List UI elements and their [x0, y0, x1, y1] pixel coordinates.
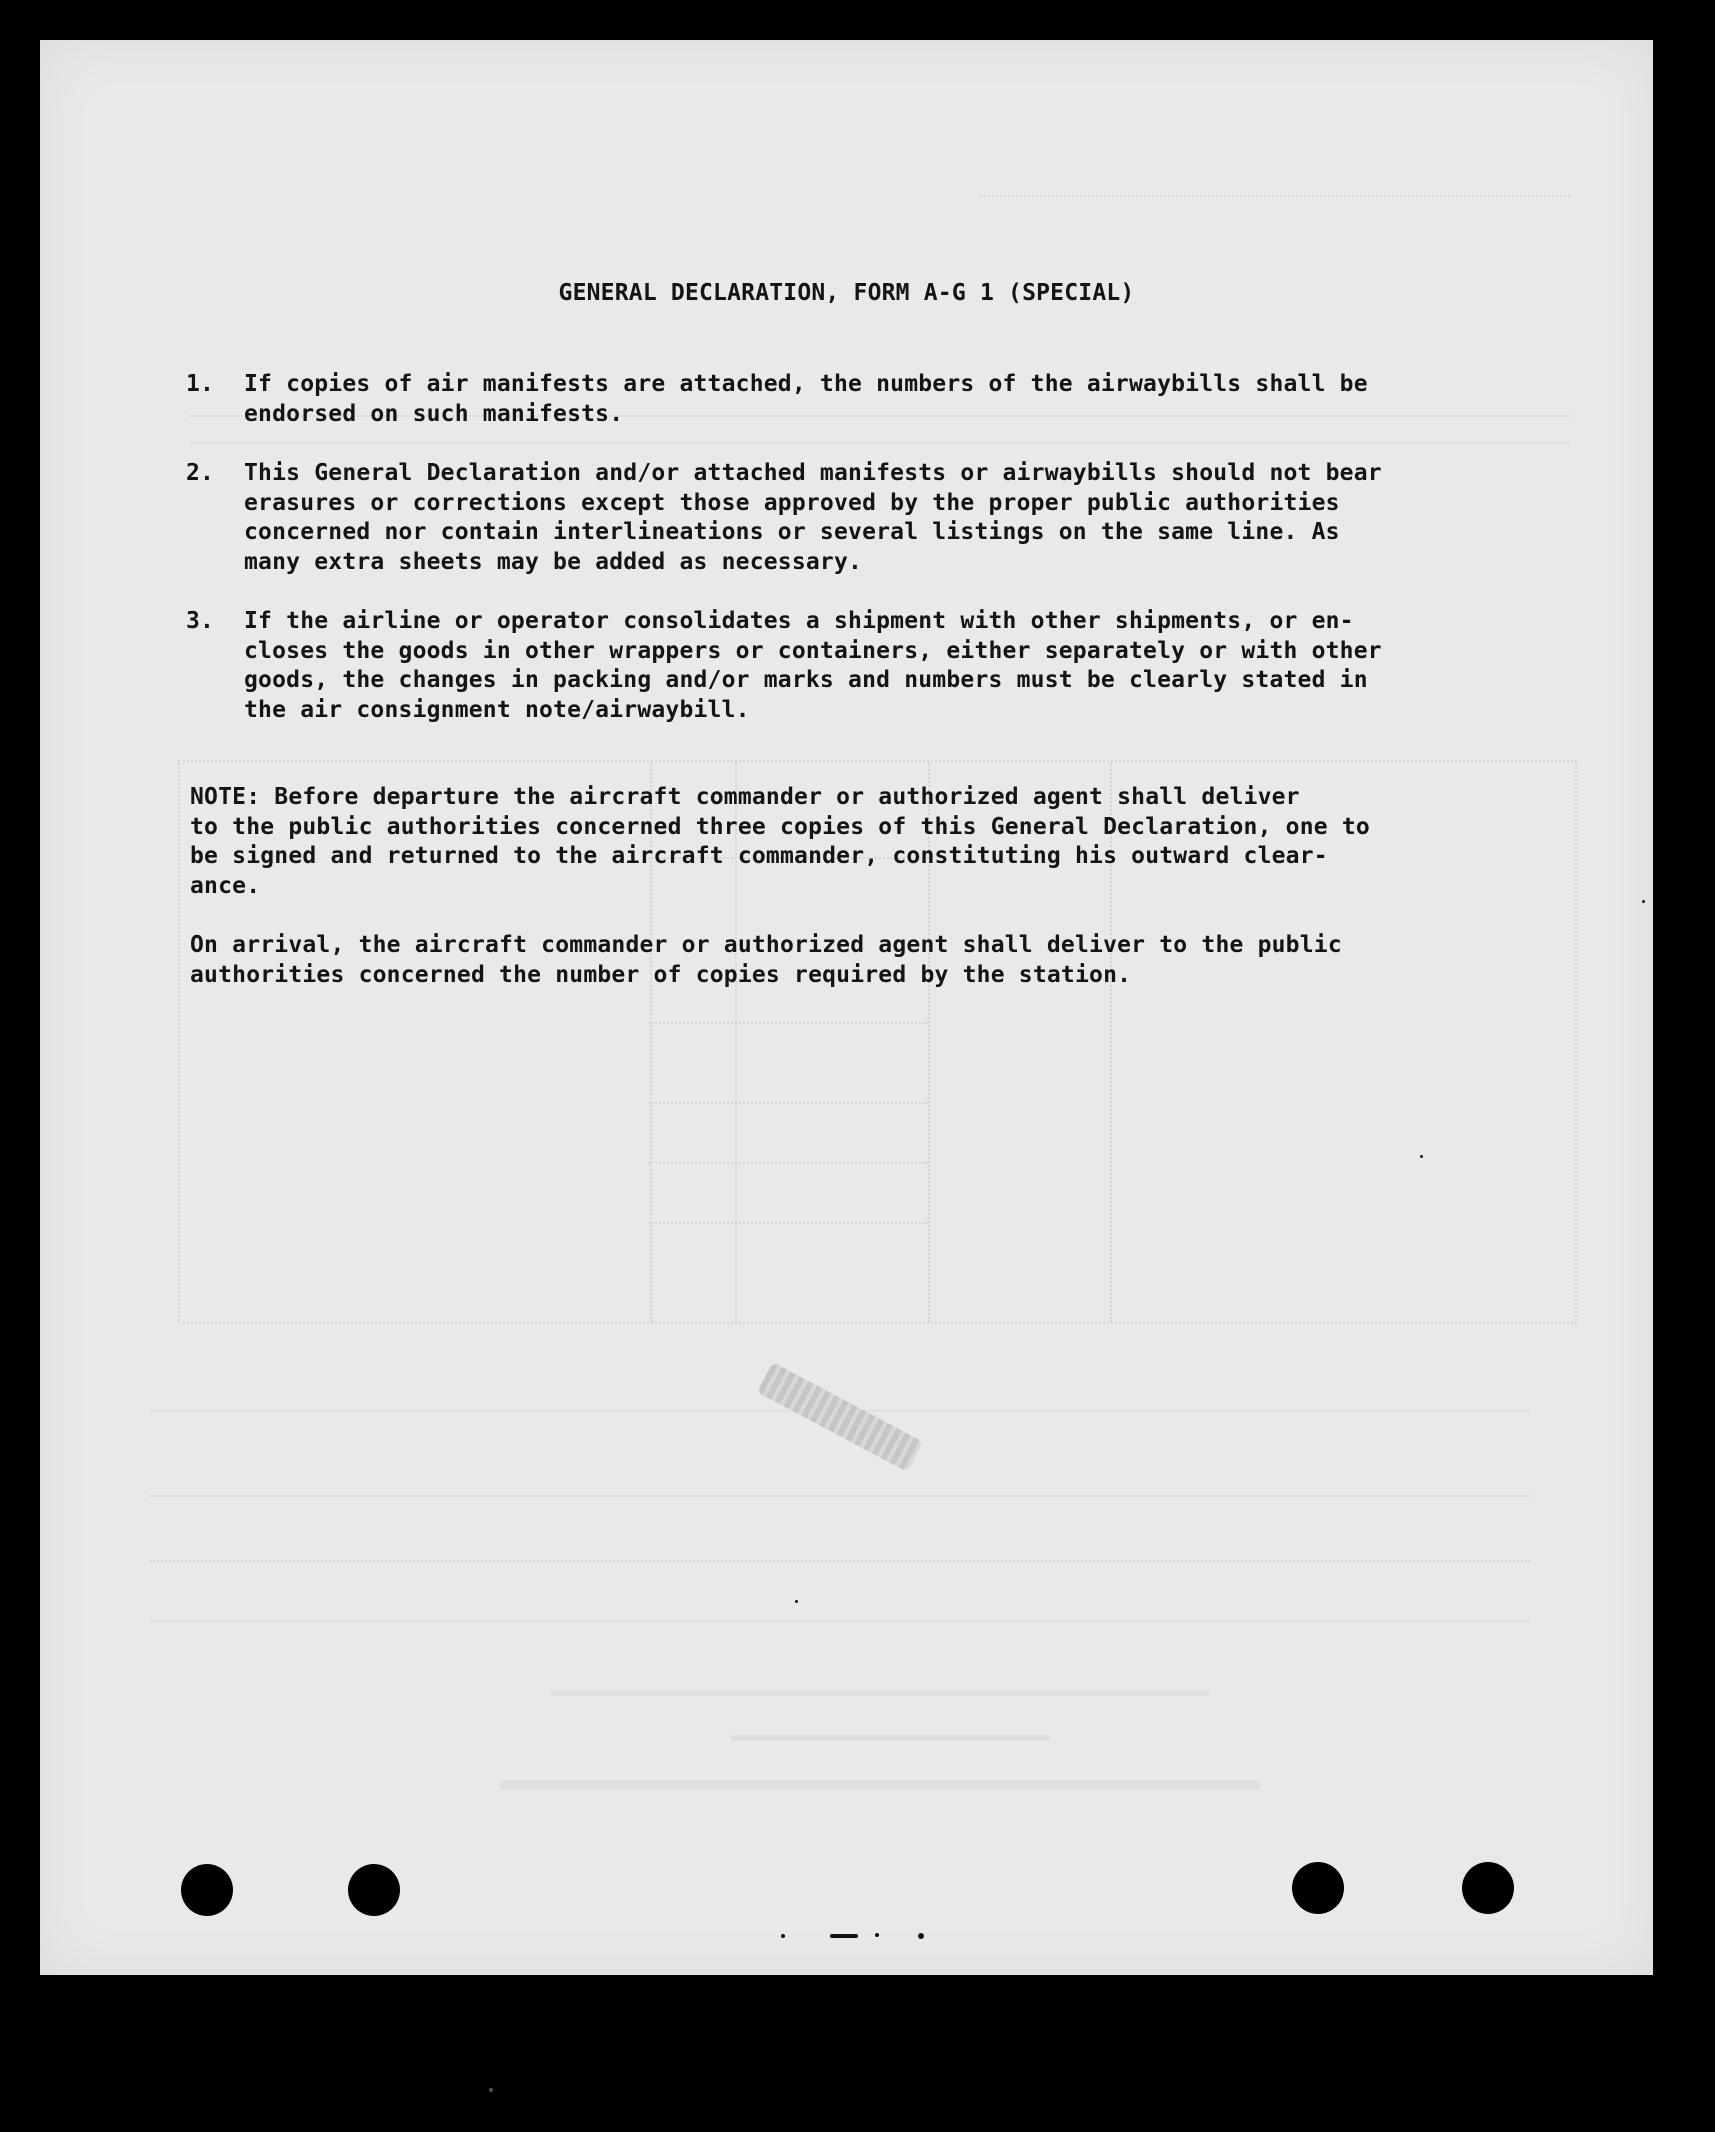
ink-speck [781, 1934, 785, 1938]
list-item [186, 370, 1566, 429]
punch-hole [181, 1864, 233, 1916]
faint-stamp [757, 1362, 923, 1472]
list-item-number: 3. [186, 608, 215, 634]
list-item [186, 607, 1566, 725]
ink-speck [1420, 1155, 1423, 1158]
list-item-text: If the airline or operator consolidates a shipment with other shipments, or en- closes the goods in other wrappers or containers, either separately or with other goods, the changes in packing and/or marks and numbers must be clearly stated in the air consignment note/airwaybill. [244, 608, 1382, 723]
bleed-through-heading-bar [500, 1780, 1260, 1790]
page-title: GENERAL DECLARATION, FORM A-G 1 (SPECIAL) [558, 280, 1135, 306]
bleed-through-heading [500, 1680, 1280, 1800]
punch-hole [1462, 1862, 1514, 1914]
bleed-through-row [648, 1102, 928, 1104]
ink-speck [1642, 900, 1645, 903]
bleed-through-line [980, 195, 1570, 197]
bleed-through-line [150, 1495, 1530, 1497]
ink-speck [489, 2088, 493, 2092]
bleed-through-row [648, 1222, 928, 1224]
bleed-through-line [150, 1620, 1530, 1622]
ink-speck [795, 1600, 798, 1603]
list-item-text: If copies of air manifests are attached, the numbers of the airwaybills shall be endorsed on such manifests. [244, 371, 1368, 427]
note-paragraph: NOTE: Before departure the aircraft commander or authorized agent shall deliver to the public authorities concerned three copies of this General Declaration, one to be signed and returned to the aircraft commander, constituting his outward clear- ance. [190, 784, 1370, 899]
bleed-through-row [648, 1162, 928, 1164]
ink-speck [875, 1933, 879, 1937]
list-item-number: 1. [186, 371, 215, 397]
ink-speck [830, 1934, 858, 1938]
ink-speck [918, 1933, 924, 1939]
arrival-paragraph: On arrival, the aircraft commander or authorized agent shall deliver to the public authorities concerned the number of copies required by the station. [190, 932, 1342, 988]
bleed-through-heading-bar [550, 1690, 1210, 1696]
punch-hole [348, 1864, 400, 1916]
list-item [186, 459, 1566, 577]
punch-hole [1292, 1862, 1344, 1914]
bleed-through-row [648, 1022, 928, 1024]
document-page [40, 40, 1653, 1975]
list-item-text: This General Declaration and/or attached manifests or airwaybills should not bear erasures or corrections except those approved by the proper public authorities concerned nor contain interlineations or several listings on the same line. As many extra sheets may be added as necessary. [244, 460, 1382, 575]
list-item-number: 2. [186, 460, 215, 486]
bleed-through-heading-bar [730, 1735, 1050, 1741]
bleed-through-line [190, 442, 1570, 444]
bleed-through-line [150, 1560, 1530, 1562]
